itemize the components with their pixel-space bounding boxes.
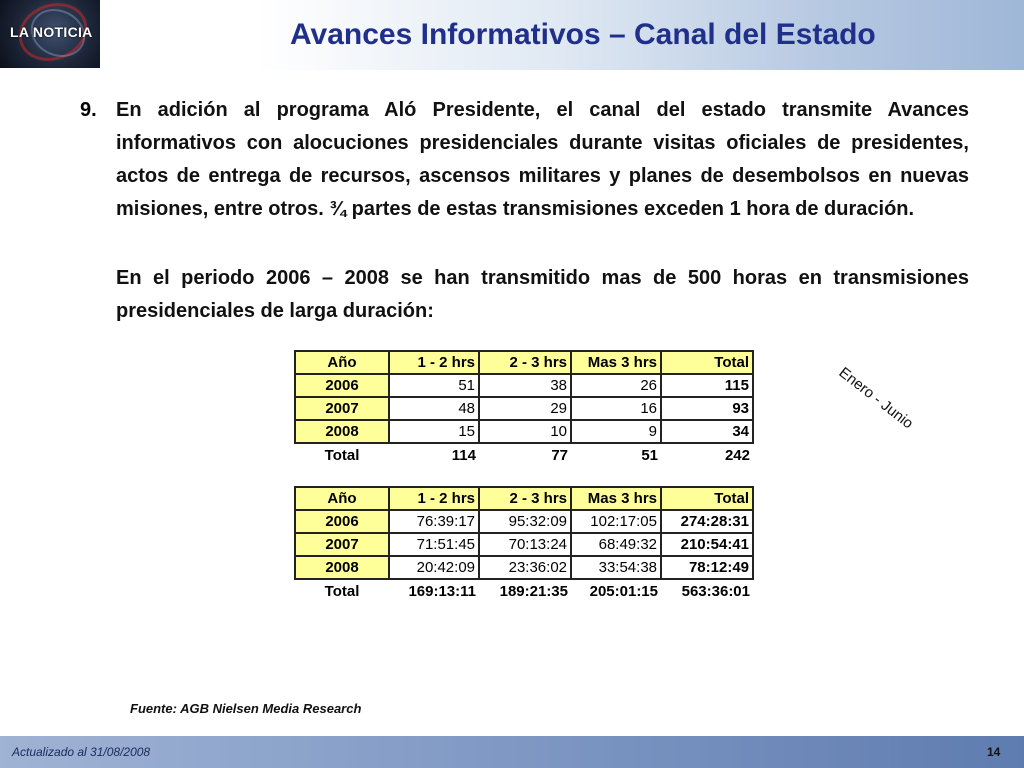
header-1-2-hrs: 1 - 2 hrs bbox=[389, 351, 479, 374]
item-number: 9. bbox=[80, 99, 97, 121]
header-1-2-hrs: 1 - 2 hrs bbox=[389, 487, 479, 510]
header-year: Año bbox=[295, 351, 389, 374]
row-year: 2008 bbox=[295, 420, 389, 443]
table-row bbox=[295, 397, 753, 420]
cell-2-3-hrs: 10 bbox=[479, 420, 571, 443]
table-total-row bbox=[295, 443, 753, 466]
cell-1-2-hrs: 15 bbox=[389, 420, 479, 443]
cell-1-2-hrs: 71:51:45 bbox=[389, 533, 479, 556]
period-note: Enero - Junio bbox=[835, 364, 917, 433]
table-header-row bbox=[295, 487, 753, 510]
row-year: 2006 bbox=[295, 374, 389, 397]
cell-2-3-hrs: 95:32:09 bbox=[479, 510, 571, 533]
table-row bbox=[295, 556, 753, 579]
total-label: Total bbox=[324, 446, 360, 464]
total-1-2-hrs: 169:13:11 bbox=[408, 582, 476, 600]
cell-2-3-hrs: 70:13:24 bbox=[479, 533, 571, 556]
cell-total: 115 bbox=[661, 374, 753, 397]
table-row bbox=[295, 510, 753, 533]
cell-mas-3-hrs: 9 bbox=[571, 420, 661, 443]
cell-total: 34 bbox=[661, 420, 753, 443]
cell-2-3-hrs: 29 bbox=[479, 397, 571, 420]
header-year: Año bbox=[295, 487, 389, 510]
row-year: 2006 bbox=[295, 510, 389, 533]
row-year: 2008 bbox=[295, 556, 389, 579]
header-2-3-hrs: 2 - 3 hrs bbox=[479, 351, 571, 374]
cell-1-2-hrs: 76:39:17 bbox=[389, 510, 479, 533]
cell-1-2-hrs: 48 bbox=[389, 397, 479, 420]
la-noticia-logo bbox=[0, 0, 100, 68]
cell-total: 274:28:31 bbox=[661, 510, 753, 533]
total-total: 563:36:01 bbox=[681, 582, 750, 600]
cell-mas-3-hrs: 16 bbox=[571, 397, 661, 420]
cell-1-2-hrs: 20:42:09 bbox=[389, 556, 479, 579]
cell-1-2-hrs: 51 bbox=[389, 374, 479, 397]
header-total: Total bbox=[661, 487, 753, 510]
total-2-3-hrs: 77 bbox=[551, 446, 568, 464]
cell-mas-3-hrs: 68:49:32 bbox=[571, 533, 661, 556]
row-year: 2007 bbox=[295, 533, 389, 556]
table-total-row bbox=[295, 579, 753, 602]
total-mas-3-hrs: 205:01:15 bbox=[589, 582, 658, 600]
slide-title: Avances Informativos – Canal del Estado bbox=[290, 18, 876, 51]
broadcast-count-table bbox=[294, 350, 754, 466]
table-row bbox=[295, 533, 753, 556]
total-total: 242 bbox=[724, 446, 750, 464]
slide-footer bbox=[0, 736, 1024, 768]
header-mas-3-hrs: Mas 3 hrs bbox=[571, 351, 661, 374]
cell-total: 78:12:49 bbox=[661, 556, 753, 579]
table-header-row bbox=[295, 351, 753, 374]
total-2-3-hrs: 189:21:35 bbox=[499, 582, 568, 600]
cell-mas-3-hrs: 33:54:38 bbox=[571, 556, 661, 579]
logo-text: LA NOTICIA bbox=[10, 24, 93, 40]
source-note: Fuente: AGB Nielsen Media Research bbox=[130, 701, 362, 716]
paragraph-1: En adición al programa Aló Presidente, el canal del estado transmite Avances informativos con alocuciones presidenciales durante visitas oficiales de presidentes, actos de entrega de recursos, ascensos militares y planes de desembolsos en nuevas misiones, entre otros. ¾ partes de estas transmisiones exceden 1 hora de duración. bbox=[116, 99, 969, 220]
header-mas-3-hrs: Mas 3 hrs bbox=[571, 487, 661, 510]
cell-2-3-hrs: 38 bbox=[479, 374, 571, 397]
updated-date: Actualizado al 31/08/2008 bbox=[12, 745, 151, 759]
row-year: 2007 bbox=[295, 397, 389, 420]
broadcast-hours-table bbox=[294, 486, 754, 602]
cell-mas-3-hrs: 102:17:05 bbox=[571, 510, 661, 533]
table-row bbox=[295, 420, 753, 443]
table-row bbox=[295, 374, 753, 397]
cell-2-3-hrs: 23:36:02 bbox=[479, 556, 571, 579]
total-label: Total bbox=[324, 582, 360, 600]
slide-header bbox=[0, 0, 1024, 70]
page-number: 14 bbox=[987, 745, 1001, 759]
cell-mas-3-hrs: 26 bbox=[571, 374, 661, 397]
header-total: Total bbox=[661, 351, 753, 374]
total-1-2-hrs: 114 bbox=[451, 446, 476, 464]
header-2-3-hrs: 2 - 3 hrs bbox=[479, 487, 571, 510]
paragraph-2: En el periodo 2006 – 2008 se han transmitido mas de 500 horas en transmisiones presidenciales de larga duración: bbox=[116, 267, 969, 322]
cell-total: 93 bbox=[661, 397, 753, 420]
total-mas-3-hrs: 51 bbox=[641, 446, 658, 464]
cell-total: 210:54:41 bbox=[661, 533, 753, 556]
